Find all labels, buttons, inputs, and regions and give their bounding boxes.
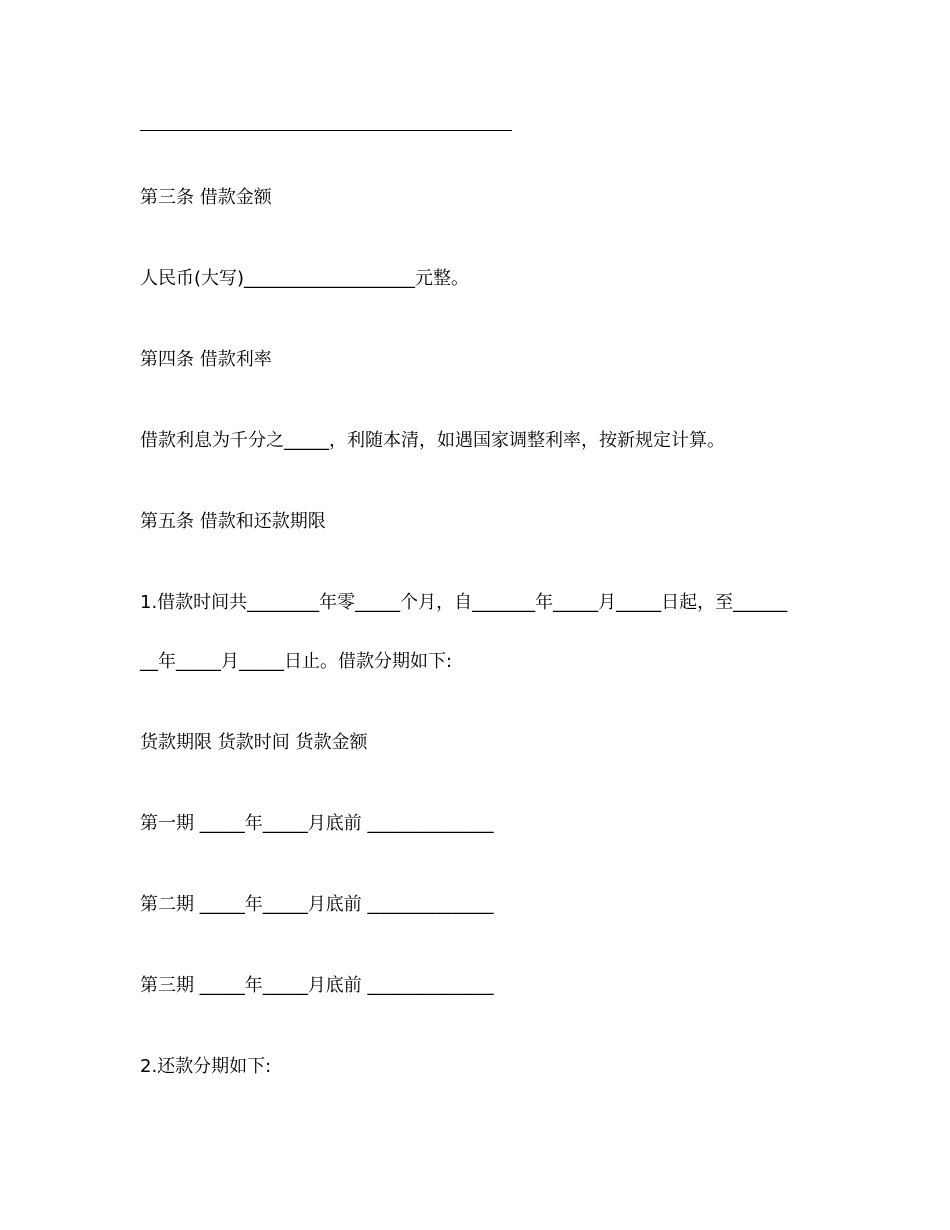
- repayment-heading: 2.还款分期如下:: [140, 1056, 272, 1077]
- article-5-heading: 第五条 借款和还款期限: [140, 511, 326, 532]
- installment-table-header: 货款期限 货款时间 货款金额: [140, 732, 368, 753]
- loan-period-line-2: __年_____月_____日止。借款分期如下:: [140, 651, 453, 672]
- article-4-heading: 第四条 借款利率: [140, 349, 272, 370]
- installment-row-3: 第三期 _____年_____月底前 ______________: [140, 975, 494, 996]
- loan-period-line-1: 1.借款时间共________年零_____个月，自_______年_____月_____日起，至______: [140, 592, 788, 613]
- top-blank-line: [140, 130, 512, 131]
- installment-row-2: 第二期 _____年_____月底前 ______________: [140, 894, 494, 915]
- interest-rate-line: 借款利息为千分之_____，利随本清，如遇国家调整利率，按新规定计算。: [140, 430, 725, 451]
- article-3-heading: 第三条 借款金额: [140, 187, 272, 208]
- installment-row-1: 第一期 _____年_____月底前 ______________: [140, 813, 494, 834]
- loan-amount-line: 人民币(大写)___________________元整。: [140, 268, 470, 289]
